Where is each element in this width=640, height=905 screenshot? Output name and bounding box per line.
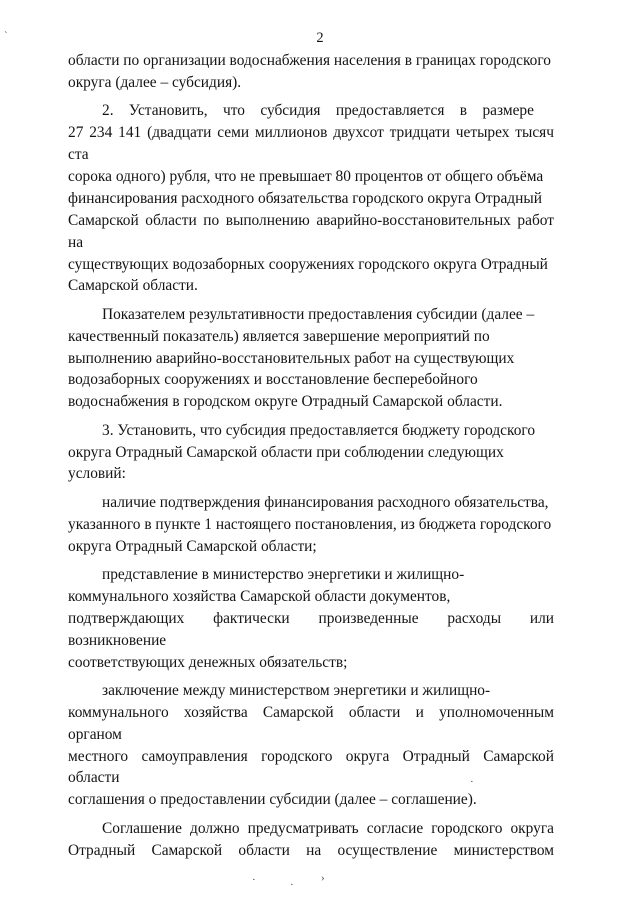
- paragraph-subsidy-purpose-end: [68, 50, 554, 94]
- text-line: указанного в пункте 1 настоящего постановления, из бюджета городского: [68, 515, 552, 533]
- text-line: 2. Установить, что субсидия предоставляется в размере: [102, 102, 534, 120]
- paragraph-condition-funding: [68, 492, 554, 558]
- text-line: местного самоуправления городского округа Отрадный Самарской области: [68, 747, 554, 787]
- text-line: водозаборных сооружениях и восстановление бесперебойного: [68, 371, 478, 389]
- text-line: финансирования расходного обязательства городского округа Отрадный: [68, 189, 542, 207]
- text-line: водоснабжения в городском округе Отрадный Самарской области.: [68, 393, 503, 411]
- scan-artifact: ›: [321, 872, 325, 884]
- scan-artifact: ·: [252, 874, 256, 886]
- text-line: сорока одного) рубля, что не превышает 80 процентов от общего объёма: [68, 167, 544, 185]
- text-line: Соглашение должно предусматривать согласие городского округа: [102, 819, 554, 837]
- text-line: Самарской области по выполнению аварийно-восстановительных работ на: [68, 211, 554, 251]
- text-line: Показателем результативности предоставления субсидии (далее –: [102, 305, 535, 323]
- text-line: выполнению аварийно-восстановительных работ на существующих: [68, 349, 515, 367]
- text-line: соответствующих денежных обязательств;: [68, 653, 348, 671]
- paragraph-item-2: [68, 100, 554, 297]
- text-line: Отрадный Самарской области на осуществление министерством: [68, 841, 554, 859]
- scan-artifact: ·: [470, 776, 474, 788]
- text-line: условий:: [68, 465, 126, 483]
- scan-artifact: ·: [290, 879, 294, 891]
- text-line: подтверждающих фактически произведенные расходы или возникновение: [68, 609, 554, 649]
- paragraph-agreement-consent: [68, 818, 554, 862]
- paragraph-item-3: [68, 420, 554, 486]
- text-line: 3. Установить, что субсидия предоставляется бюджету городского: [102, 421, 536, 439]
- text-line: представление в министерство энергетики и жилищно-: [102, 565, 465, 583]
- document-body: [68, 50, 554, 861]
- paragraph-condition-documents: [68, 564, 554, 674]
- paragraph-performance-indicator: [68, 304, 554, 414]
- text-line: наличие подтверждения финансирования расходного обязательства,: [102, 493, 549, 511]
- text-line: качественный показатель) является завершение мероприятий по: [68, 327, 490, 345]
- text-line: коммунального хозяйства Самарской области и уполномоченным органом: [68, 703, 554, 743]
- paragraph-condition-agreement: [68, 680, 554, 811]
- page-number: 2: [316, 30, 324, 46]
- text-line: заключение между министерством энергетики и жилищно-: [102, 681, 491, 699]
- text-line: Самарской области.: [68, 277, 198, 295]
- scan-artifact: ˋ: [4, 30, 8, 42]
- text-line: округа Отрадный Самарской области;: [68, 537, 317, 555]
- text-line: существующих водозаборных сооружениях городского округа Отрадный: [68, 255, 548, 273]
- text-line: области по организации водоснабжения населения в границах городского: [68, 52, 551, 69]
- text-line: округа (далее – субсидия).: [68, 73, 242, 91]
- text-line: 27 234 141 (двадцати семи миллионов двухсот тридцати четырех тысяч ста: [68, 124, 554, 164]
- text-line: округа Отрадный Самарской области при соблюдении следующих: [68, 443, 504, 461]
- text-line: соглашения о предоставлении субсидии (далее – соглашение).: [68, 791, 477, 809]
- text-line: коммунального хозяйства Самарской области документов,: [68, 587, 451, 605]
